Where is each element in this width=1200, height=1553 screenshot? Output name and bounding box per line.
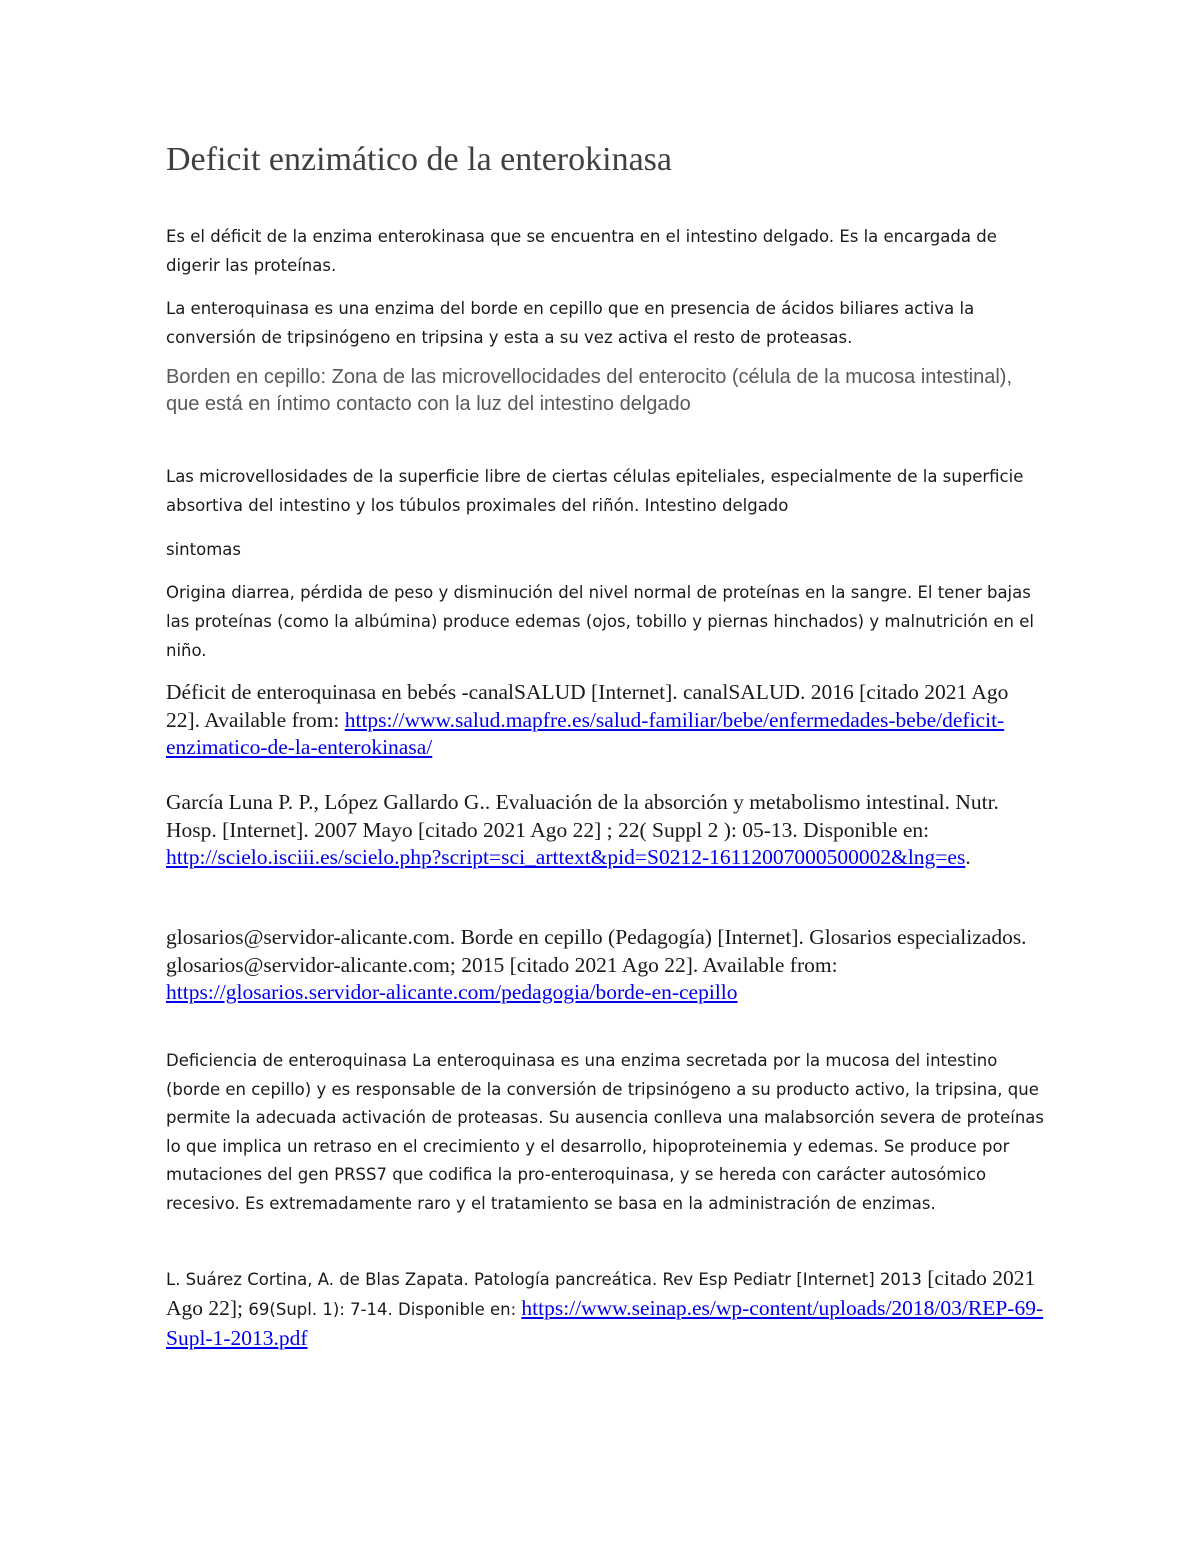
paragraph-definition: Es el déficit de la enzima enterokinasa que se encuentra en el intestino delgado. Es la encargada de digerir las proteínas. (166, 227, 997, 275)
paragraph-microvellosidades: Las microvellosidades de la superficie libre de ciertas células epiteliales, especialmente de la superficie absortiva del intestino y los túbulos proximales del riñón. Intestino delgado (166, 467, 1024, 515)
reference-4-text-d: Disponible en: (398, 1300, 522, 1319)
paragraph-borde-cepillo: Borden en cepillo: Zona de las microvellocidades del enterocito (célula de la mucosa intestinal), que está en íntimo contacto con la luz del intestino delgado (166, 366, 1013, 415)
reference-3-link[interactable]: https://glosarios.servidor-alicante.com/pedagogia/borde-en-cepillo (166, 980, 738, 1004)
reference-2-text: García Luna P. P., López Gallardo G.. Evaluación de la absorción y metabolismo intestinal. Nutr. Hosp. [Internet]. 2007 Mayo [citado 2021 Ago 22] ; 22( Suppl 2 ): 05-13. Disponible en: (166, 790, 999, 842)
document-title: Deficit enzimático de la enterokinasa (166, 141, 672, 178)
reference-1-link[interactable]: https://www.salud.mapfre.es/salud-familiar/bebe/enfermedades-bebe/deficit-enzimatico-de-la-enterokinasa/ (166, 707, 1005, 759)
reference-2-after: . (965, 845, 971, 869)
reference-4-link[interactable]: https://www.seinap.es/wp-content/uploads/2018/03/REP-69-Supl-1-2013.pdf (166, 1296, 1044, 1350)
reference-3-text: glosarios@servidor-alicante.com. Borde en cepillo (Pedagogía) [Internet]. Glosarios especializados. glosarios@servidor-alicante.com; 2015 [citado 2021 Ago 22]. Available from: (166, 925, 1027, 977)
paragraph-deficiencia: Deficiencia de enteroquinasa La enteroquinasa es una enzima secretada por la mucosa del intestino (borde en cepillo) y es responsable de la conversión de tripsinógeno a su producto activo, la tripsina, que permite la adecuada activación de proteasas. Su ausencia conlleva una malabsorción severa de proteínas lo que implica un retraso en el crecimiento y el desarrollo, hipoproteinemia y edemas. Se produce por mutaciones del gen PRSS7 que codifica la pro-enteroquinasa, y se hereda con carácter autosómico recesivo. Es extremadamente raro y el tratamiento se basa en la administración de enzimas. (166, 1051, 1044, 1213)
reference-4 (166, 1264, 1046, 1353)
reference-2-link[interactable]: http://scielo.isciii.es/scielo.php?script=sci_arttext&pid=S0212-16112007000500002&lng=es (166, 845, 966, 869)
reference-4-text-b: [citado 2021 Ago 22]; (166, 1266, 1036, 1320)
heading-sintomas: sintomas (166, 540, 241, 559)
reference-3 (166, 924, 1046, 1007)
reference-2 (166, 789, 1046, 872)
reference-1 (166, 679, 1046, 762)
paragraph-enteroquinasa: La enteroquinasa es una enzima del borde en cepillo que en presencia de ácidos biliares activa la conversión de tripsinógeno en tripsina y esta a su vez activa el resto de proteasas. (166, 299, 975, 347)
reference-4-text-a: L. Suárez Cortina, A. de Blas Zapata. Patología pancreática. Rev Esp Pediatr [Internet] 2013 (166, 1270, 928, 1289)
reference-1-text: Déficit de enteroquinasa en bebés -canalSALUD [Internet]. canalSALUD. 2016 [citado 2021 Ago 22]. Available from: (166, 680, 1009, 732)
paragraph-sintomas: Origina diarrea, pérdida de peso y disminución del nivel normal de proteínas en la sangre. El tener bajas las proteínas (como la albúmina) produce edemas (ojos, tobillo y piernas hinchados) y malnutrición en el niño. (166, 583, 1034, 660)
reference-4-text-c: 69(Supl. 1): 7-14. (248, 1300, 399, 1319)
